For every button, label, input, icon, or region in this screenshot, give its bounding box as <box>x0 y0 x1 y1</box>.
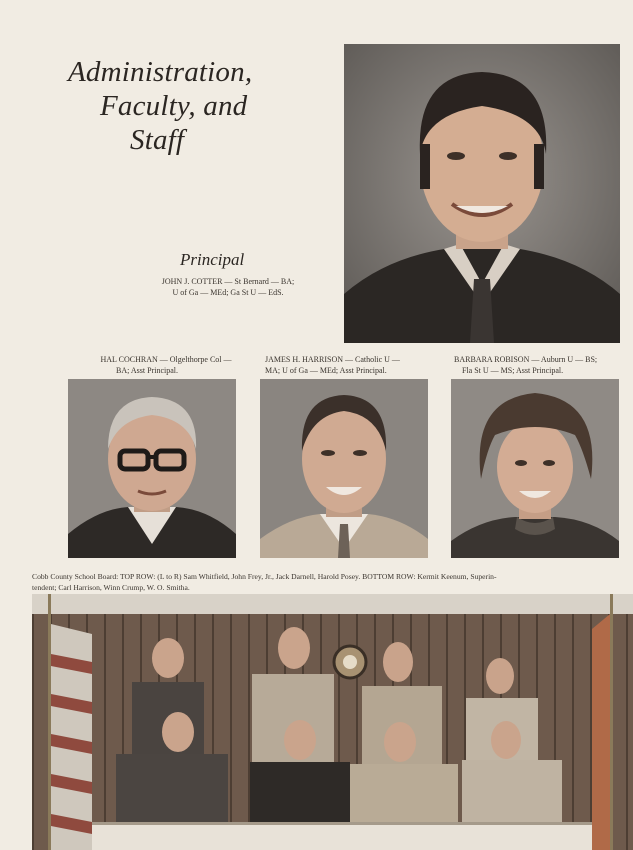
principal-section-label: Principal <box>180 250 245 269</box>
assistant-caption-2 <box>265 354 445 376</box>
board-caption-line-1: Cobb County School Board: TOP ROW: (L to R) Sam Whitfield, John Frey, Jr., Jack Darnell, Harold Posey. BOTTOM ROW: Kermit Keenum, Superin- <box>32 572 497 581</box>
board-caption-line-2: tendent; Carl Harrison, Winn Crump, W. O. Smitha. <box>32 583 190 592</box>
principal-caption <box>138 276 318 298</box>
assistant-caption-1-line-2: BA; Asst Principal. <box>116 366 179 375</box>
page-title-line-2: Faculty, and <box>100 90 248 122</box>
assistant-caption-2-line-1: JAMES H. HARRISON — Catholic U — <box>265 355 400 364</box>
principal-caption-line-2: U of Ga — MEd; Ga St U — EdS. <box>172 288 284 297</box>
assistant-portrait-photo-3 <box>451 379 619 558</box>
assistant-caption-1-line-1: HAL COCHRAN — Olgelthorpe Col — <box>100 355 232 364</box>
school-board-group-photo <box>32 594 633 850</box>
assistant-caption-3-line-1: BARBARA ROBISON — Auburn U — BS; <box>454 355 598 364</box>
board-caption <box>32 571 497 593</box>
principal-caption-line-1: JOHN J. COTTER — St Bernard — BA; <box>161 277 295 286</box>
principal-portrait-photo <box>344 44 620 343</box>
assistant-caption-3-line-2: Fla St U — MS; Asst Principal. <box>462 366 564 375</box>
assistant-portrait-photo-1 <box>68 379 236 558</box>
assistant-portrait-photo-2 <box>260 379 428 558</box>
assistant-caption-2-line-2: MA; U of Ga — MEd; Asst Principal. <box>265 366 387 375</box>
assistant-caption-1 <box>76 354 256 376</box>
page-title-line-1: Administration, <box>68 56 253 88</box>
page-title-line-3: Staff <box>130 124 185 156</box>
assistant-caption-3 <box>454 354 633 376</box>
